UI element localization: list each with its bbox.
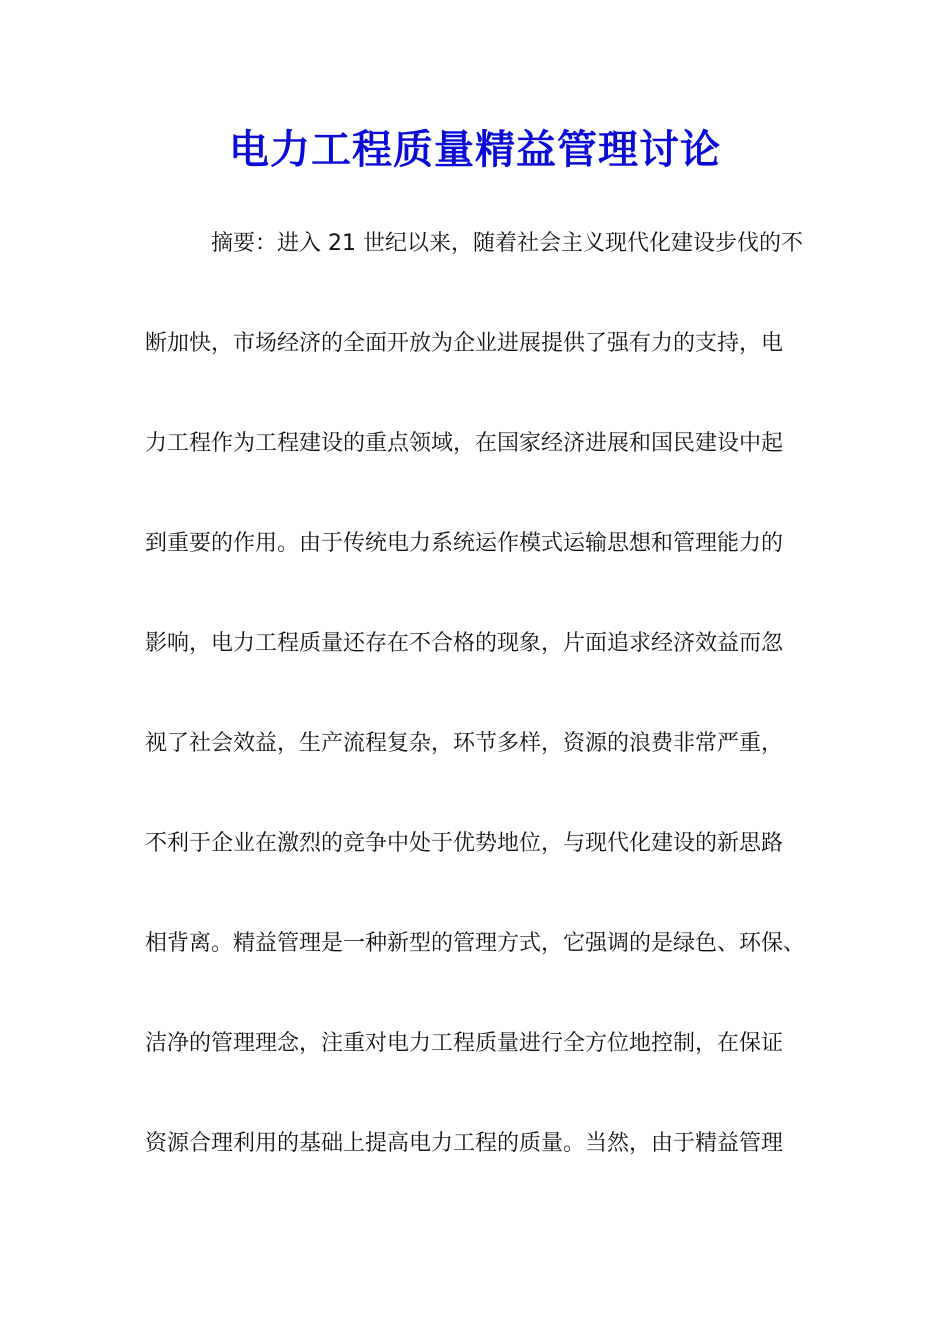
body-line: 摘要：进入 21 世纪以来，随着社会主义现代化建设步伐的不: [211, 231, 803, 256]
body-line: 相背离。精益管理是一种新型的管理方式，它强调的是绿色、环保、: [145, 931, 806, 956]
document-body: [145, 222, 825, 1222]
body-line: 不利于企业在激烈的竞争中处于优势地位，与现代化建设的新思路: [145, 831, 784, 856]
body-line: 断加快，市场经济的全面开放为企业进展提供了强有力的支持，电: [145, 331, 784, 356]
body-line: 洁净的管理理念，注重对电力工程质量进行全方位地控制，在保证: [145, 1031, 784, 1056]
document-title: 电力工程质量精益管理讨论: [229, 126, 721, 173]
body-line: 力工程作为工程建设的重点领域，在国家经济进展和国民建设中起: [145, 431, 784, 456]
body-line: 资源合理利用的基础上提高电力工程的质量。当然，由于精益管理: [145, 1131, 784, 1156]
body-line: 到重要的作用。由于传统电力系统运作模式运输思想和管理能力的: [145, 531, 784, 556]
body-line: 影响，电力工程质量还存在不合格的现象，片面追求经济效益而忽: [145, 631, 784, 656]
body-line: 视了社会效益，生产流程复杂，环节多样，资源的浪费非常严重，: [145, 731, 784, 756]
